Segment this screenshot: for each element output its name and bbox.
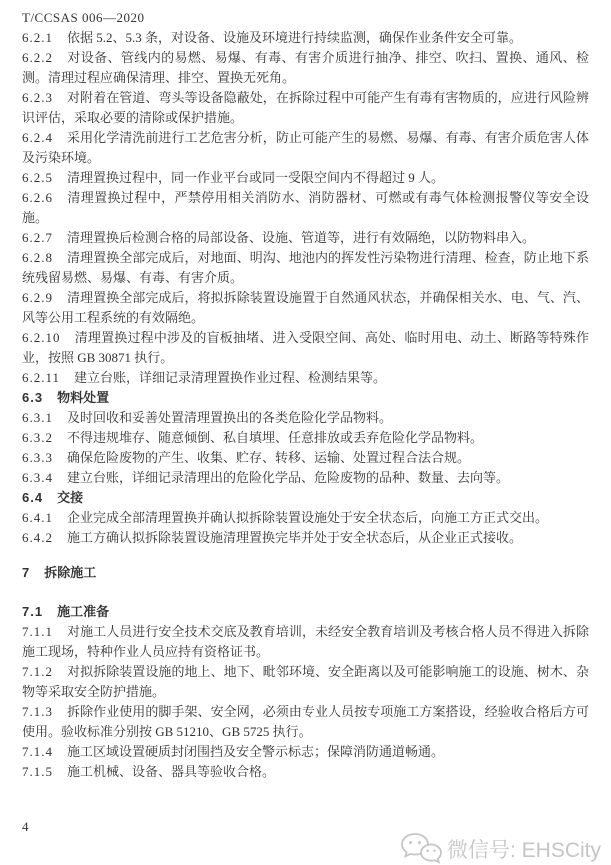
clause-number: 6.2.11	[22, 370, 61, 385]
clause-text: 及时回收和妥善处置清理置换出的各类危险化学品物料。	[67, 410, 393, 425]
clause-number: 6.3.2	[22, 430, 53, 445]
clause-text: 清理置换全部完成后，对地面、明沟、地池内的挥发性污染物进行清理、检查，防止地下系统残留易燃、易爆、有毒、有害介质。	[22, 250, 589, 285]
clause-number: 7.1.5	[22, 764, 53, 779]
clause-text: 建立台账，详细记录清理出的危险化学品、危险废物的品种、数量、去向等。	[67, 470, 510, 485]
clause-text: 施工区域设置硬质封闭围挡及安全警示标志；保障消防通道畅通。	[67, 744, 445, 759]
clause-number: 6.2.3	[22, 90, 53, 105]
clause-text: 采用化学清洗前进行工艺危害分析，防止可能产生的易燃、易爆、有毒、有害介质危害人体及污染环境。	[22, 130, 589, 165]
clause-paragraph	[22, 762, 589, 782]
clause-text: 清理置换全部完成后，将拟拆除装置设施置于自然通风状态，并确保相关水、电、气、汽、风等公用工程系统的有效隔绝。	[22, 290, 589, 325]
clause-text: 施工机械、设备、器具等验收合格。	[67, 764, 276, 779]
clause-text: 对设备、管线内的易燃、易爆、有毒、有害介质进行抽净、排空、吹扫、置换、通风、检测。清理过程应确保清理、排空、置换无死角。	[22, 50, 589, 85]
clause-number: 7.1.3	[22, 704, 53, 719]
clause-text: 清理置换过程中涉及的盲板抽堵、进入受限空间、高处、临时用电、动土、断路等特殊作业，按照 GB 30871 执行。	[22, 330, 589, 365]
clause-paragraph	[22, 28, 589, 48]
clause-text: 施工方确认拟拆除装置设施清理置换完毕并处于安全状态后，从企业正式接收。	[67, 530, 523, 545]
clause-number: 6.2.6	[22, 190, 53, 205]
clause-text: 对附着在管道、弯头等设备隐蔽处，在拆除过程中可能产生有毒有害物质的，应进行风险辨识评估，采取必要的清除或保护措施。	[22, 90, 589, 125]
clause-number: 7.1	[22, 604, 44, 619]
clause-paragraph	[22, 328, 589, 368]
clause-paragraph	[22, 468, 589, 488]
clause-text: 物料处置	[57, 390, 110, 405]
clause-paragraph	[22, 368, 589, 388]
clause-text: 清理置换过程中，严禁停用相关消防水、消防器材、可燃或有毒气体检测报警仪等安全设施。	[22, 190, 589, 225]
clause-text: 施工准备	[57, 604, 110, 619]
clause-paragraph	[22, 228, 589, 248]
clause-number: 6.3.1	[22, 410, 53, 425]
clause-paragraph	[22, 48, 589, 88]
clause-text: 依据 5.2、5.3 条，对设备、设施及环境进行持续监测，确保作业条件安全可靠。	[67, 30, 523, 45]
clause-number: 6.2.10	[22, 330, 61, 345]
clause-text: 对拟拆除装置设施的地上、地下、毗邻环境、安全距离以及可能影响施工的设施、树木、杂物等采取安全防护措施。	[22, 664, 589, 699]
clause-number: 7.1.1	[22, 624, 53, 639]
clause-number: 6.4	[22, 490, 44, 505]
clause-paragraph	[22, 702, 589, 742]
clause-number: 6.3	[22, 390, 44, 405]
clause-paragraph	[22, 622, 589, 662]
clause-paragraph	[22, 288, 589, 328]
clause-number: 6.2.4	[22, 130, 53, 145]
clause-paragraph	[22, 428, 589, 448]
clause-paragraph	[22, 508, 589, 528]
clause-paragraph	[22, 88, 589, 128]
clause-paragraph	[22, 128, 589, 168]
watermark	[400, 832, 601, 865]
clause-paragraph	[22, 168, 589, 188]
clause-text: 交接	[57, 490, 84, 505]
clause-text: 不得违规堆存、随意倾倒、私自填埋、任意排放或丢弃危险化学品物料。	[67, 430, 484, 445]
clause-number: 6.4.1	[22, 510, 53, 525]
clause-number: 6.2.1	[22, 30, 53, 45]
clause-text: 拆除施工	[44, 565, 97, 580]
clause-number: 7.1.4	[22, 744, 53, 759]
standard-number: T/CCSAS 006—2020	[22, 10, 145, 25]
clause-paragraph	[22, 742, 589, 762]
clause-text: 对施工人员进行安全技术交底及教育培训，未经安全教育培训及考核合格人员不得进入拆除施工现场，特种作业人员应持有资格证书。	[22, 624, 589, 659]
page-number: 4	[22, 819, 29, 834]
clause-number: 6.2.9	[22, 290, 53, 305]
clause-number: 6.3.4	[22, 470, 53, 485]
document-body	[22, 28, 589, 782]
clause-number: 6.4.2	[22, 530, 53, 545]
section-heading	[22, 488, 589, 508]
clause-text: 建立台账，详细记录清理置换作业过程、检测结果等。	[74, 370, 387, 385]
section-heading	[22, 602, 589, 622]
clause-number: 6.2.2	[22, 50, 53, 65]
clause-paragraph	[22, 408, 589, 428]
clause-text: 清理置换过程中，同一作业平台或同一受限空间内不得超过 9 人。	[67, 170, 445, 185]
clause-number: 6.3.3	[22, 450, 53, 465]
clause-number: 7	[22, 565, 31, 580]
clause-number: 6.2.8	[22, 250, 53, 265]
clause-paragraph	[22, 448, 589, 468]
clause-number: 6.2.7	[22, 230, 53, 245]
clause-number: 7.1.2	[22, 664, 53, 679]
section-heading	[22, 388, 589, 408]
clause-text: 确保危险废物的产生、收集、贮存、转移、运输、处置过程合法合规。	[67, 450, 471, 465]
clause-paragraph	[22, 662, 589, 702]
clause-text: 清理置换后检测合格的局部设备、设施、管道等，进行有效隔绝，以防物料串入。	[67, 230, 536, 245]
clause-text: 拆除作业使用的脚手架、安全网，必须由专业人员按专项施工方案搭设，经验收合格后方可使用。验收标准分别按 GB 51210、GB 5725 执行。	[22, 704, 589, 739]
clause-paragraph	[22, 528, 589, 548]
clause-text: 企业完成全部清理置换并确认拟拆除装置设施处于安全状态后，向施工方正式交出。	[67, 510, 549, 525]
wechat-icon	[400, 832, 442, 865]
watermark-text: 微信号: EHSCity	[446, 838, 601, 862]
clause-paragraph	[22, 188, 589, 228]
section-heading	[22, 563, 589, 583]
clause-number: 6.2.5	[22, 170, 53, 185]
clause-paragraph	[22, 248, 589, 288]
